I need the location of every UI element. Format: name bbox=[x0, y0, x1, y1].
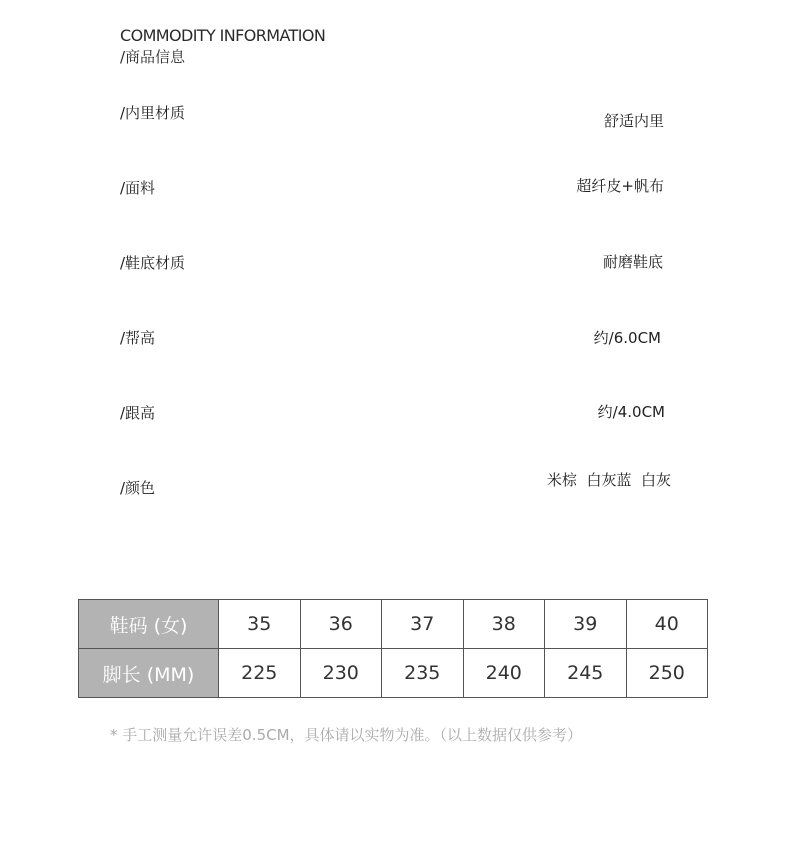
spec-value-heel-height: 约/4.0CM bbox=[597, 403, 665, 421]
length-cell: 245 bbox=[545, 649, 627, 698]
size-cell: 36 bbox=[300, 600, 382, 649]
size-cell: 39 bbox=[545, 600, 627, 649]
length-cell: 235 bbox=[382, 649, 464, 698]
spec-value-fabric: 超纤皮+帆布 bbox=[576, 177, 664, 195]
length-cell: 225 bbox=[219, 649, 301, 698]
length-cell: 250 bbox=[626, 649, 708, 698]
spec-label-upper-height: /帮高 bbox=[120, 329, 156, 347]
page-title-cn: /商品信息 bbox=[120, 48, 186, 66]
length-cell: 240 bbox=[463, 649, 545, 698]
spec-label-sole: /鞋底材质 bbox=[120, 254, 186, 272]
size-row-header: 鞋码 (女) bbox=[79, 600, 219, 649]
table-row bbox=[79, 649, 708, 698]
spec-label-heel-height: /跟高 bbox=[120, 404, 156, 422]
spec-value-sole: 耐磨鞋底 bbox=[602, 253, 663, 271]
page-title-en: COMMODITY INFORMATION bbox=[120, 26, 326, 45]
table-row bbox=[79, 600, 708, 649]
length-cell: 230 bbox=[300, 649, 382, 698]
spec-value-color: 米棕 白灰蓝 白灰 bbox=[546, 471, 671, 489]
size-cell: 35 bbox=[219, 600, 301, 649]
spec-value-upper-height: 约/6.0CM bbox=[593, 329, 661, 347]
spec-label-color: /颜色 bbox=[120, 479, 156, 497]
spec-value-lining: 舒适内里 bbox=[603, 112, 664, 130]
size-cell: 38 bbox=[463, 600, 545, 649]
spec-label-fabric: /面料 bbox=[120, 179, 156, 197]
spec-label-lining: /内里材质 bbox=[120, 104, 186, 122]
size-cell: 37 bbox=[382, 600, 464, 649]
size-table bbox=[78, 599, 708, 698]
size-cell: 40 bbox=[626, 600, 708, 649]
measurement-note: * 手工测量允许误差0.5CM，具体请以实物为准。（以上数据仅供参考） bbox=[110, 726, 583, 744]
length-row-header: 脚长 (MM) bbox=[79, 649, 219, 698]
